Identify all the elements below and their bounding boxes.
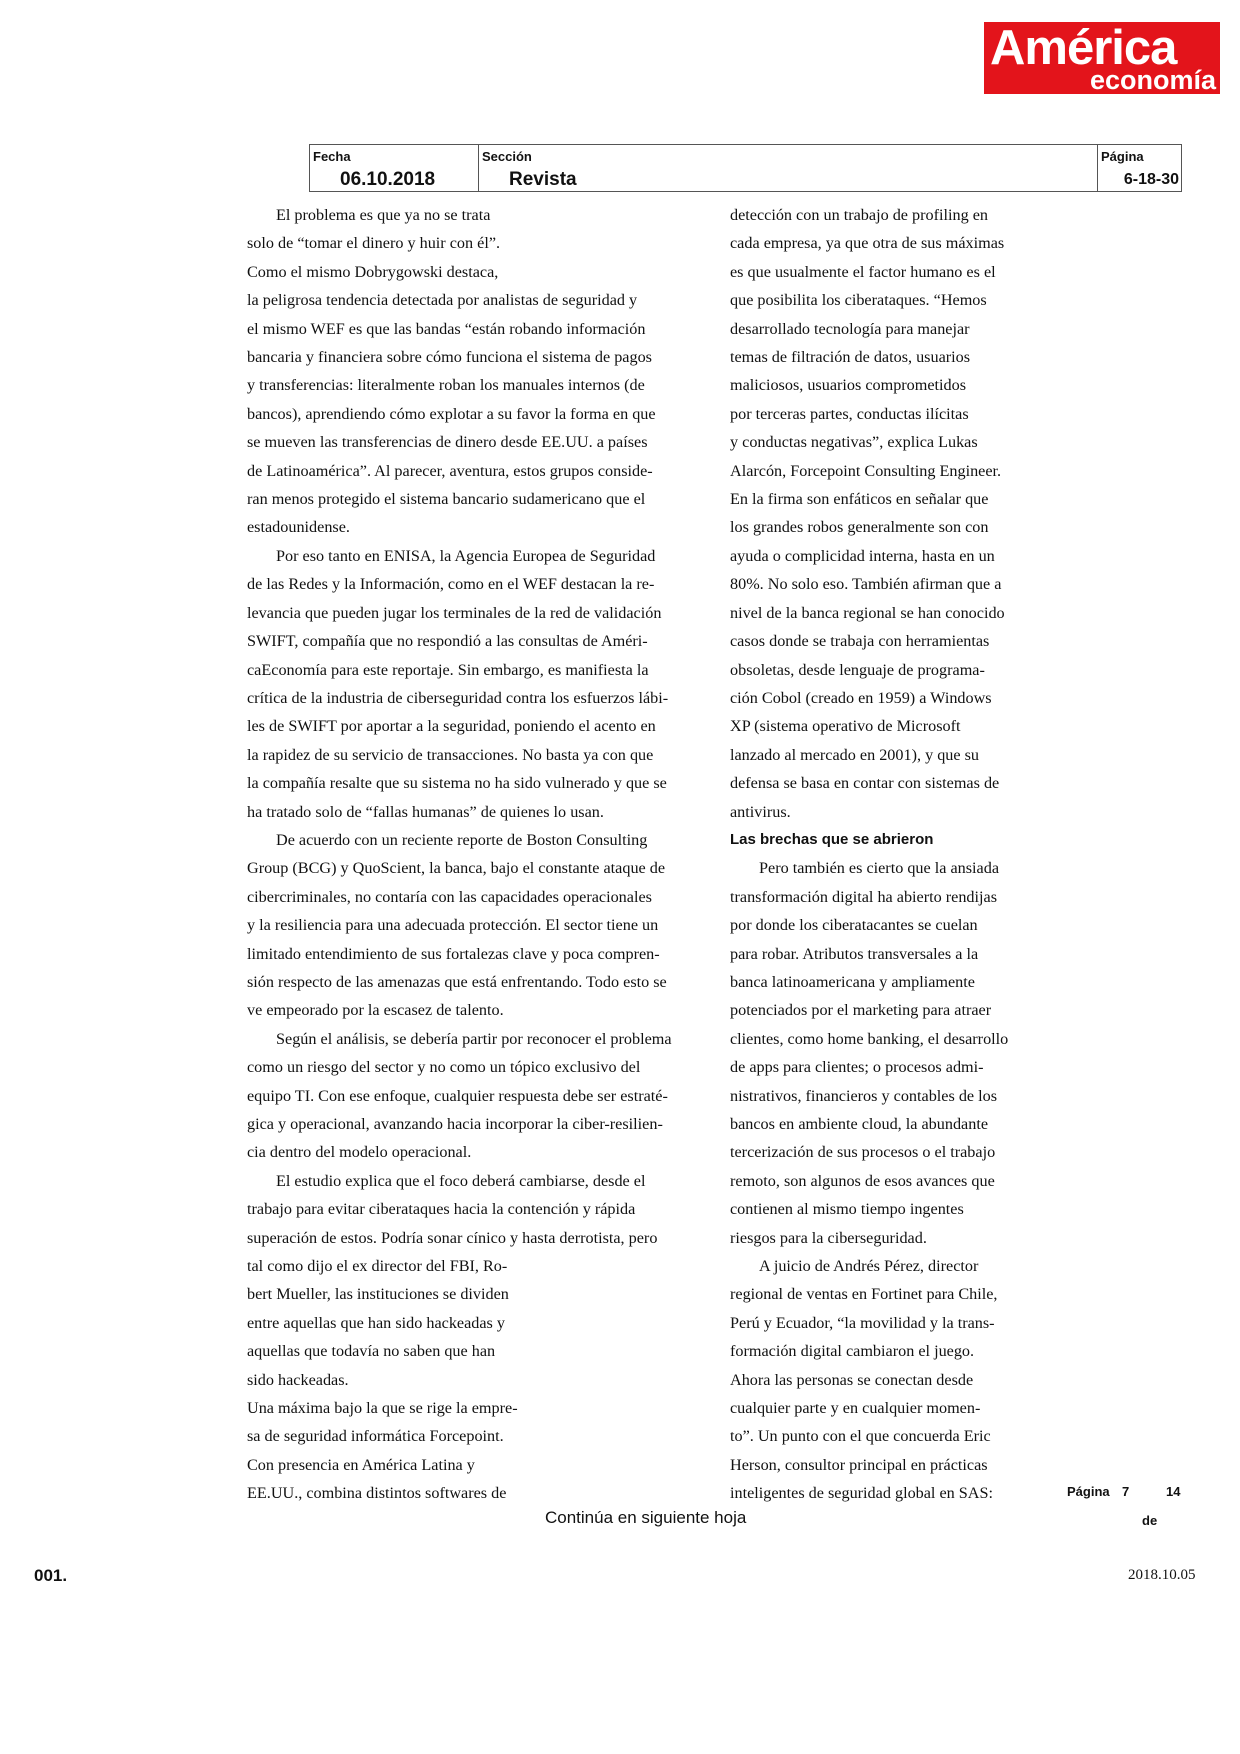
pagina-cell xyxy=(1098,145,1181,191)
text-line: remoto, son algunos de esos avances que xyxy=(730,1171,995,1190)
text-line: maliciosos, usuarios comprometidos xyxy=(730,376,967,395)
text-line: y transferencias: literalmente roban los manuales internos (de xyxy=(247,376,645,395)
text-line: que posibilita los ciberataques. “Hemos xyxy=(730,291,987,310)
text-line: lanzado al mercado en 2001), y que su xyxy=(730,745,980,764)
text-line: EE.UU., combina distintos softwares de xyxy=(247,1484,507,1503)
clipping-header-table xyxy=(309,144,1182,192)
text-line: sido hackeadas. xyxy=(247,1370,349,1389)
text-line: nistrativos, financieros y contables de los xyxy=(730,1086,998,1105)
document-id: 001. xyxy=(34,1566,68,1585)
logo-line-2: economía xyxy=(1089,65,1216,95)
text-line: tal como dijo el ex director del FBI, Ro- xyxy=(247,1257,508,1276)
text-line: obsoletas, desde lenguaje de programa- xyxy=(730,660,985,679)
text-line: limitado entendimiento de sus fortalezas clave y poca compren- xyxy=(247,944,660,963)
text-line: de Latinoamérica”. Al parecer, aventura, estos grupos conside- xyxy=(247,461,653,480)
text-line: inteligentes de seguridad global en SAS: xyxy=(730,1484,993,1503)
fecha-value: 06.10.2018 xyxy=(340,169,436,190)
text-line: bert Mueller, las instituciones se dividen xyxy=(247,1285,509,1304)
seccion-label: Sección xyxy=(482,149,532,164)
text-line: se mueven las transferencias de dinero desde EE.UU. a países xyxy=(247,433,648,452)
text-line: contienen al mismo tiempo ingentes xyxy=(730,1200,964,1219)
text-line: por terceras partes, conductas ilícitas xyxy=(730,404,969,423)
text-line: la compañía resalte que su sistema no ha sido vulnerado y que se xyxy=(247,774,667,793)
text-line: sión respecto de las amenazas que está enfrentando. Todo esto se xyxy=(247,972,667,991)
text-line: ayuda o complicidad interna, hasta en un xyxy=(730,546,995,565)
text-line: Con presencia en América Latina y xyxy=(247,1455,475,1474)
text-line: SWIFT, compañía que no respondió a las consultas de Améri- xyxy=(247,632,648,651)
text-line: cualquier parte y en cualquier momen- xyxy=(730,1399,981,1418)
text-line: entre aquellas que han sido hackeadas y xyxy=(247,1313,505,1332)
text-line: solo de “tomar el dinero y huir con él”. xyxy=(247,234,501,253)
text-line: para robar. Atributos transversales a la xyxy=(730,944,979,963)
fecha-label: Fecha xyxy=(313,149,351,164)
text-line: y conductas negativas”, explica Lukas xyxy=(730,433,978,452)
text-line: equipo TI. Con ese enfoque, cualquier respuesta debe ser estraté- xyxy=(247,1086,668,1105)
article-left-column xyxy=(247,201,717,1508)
text-line: superación de estos. Podría sonar cínico y hasta derrotista, pero xyxy=(247,1228,658,1247)
logo-line-1: América xyxy=(990,21,1177,75)
text-line: XP (sistema operativo de Microsoft xyxy=(730,717,961,736)
text-line: sa de seguridad informática Forcepoint. xyxy=(247,1427,504,1446)
text-line: y la resiliencia para una adecuada protección. El sector tiene un xyxy=(247,916,659,935)
text-line: cibercriminales, no contaría con las capacidades operacionales xyxy=(247,887,652,906)
footer-pagina-num: 7 xyxy=(1122,1484,1130,1499)
text-line: les de SWIFT por aportar a la seguridad, poniendo el acento en xyxy=(247,717,656,736)
text-line: la peligrosa tendencia detectada por analistas de seguridad y xyxy=(247,291,638,310)
text-line: nivel de la banca regional se han conocido xyxy=(730,603,1005,622)
text-line: la rapidez de su servicio de transacciones. No basta ya con que xyxy=(247,745,654,764)
text-line: es que usualmente el factor humano es el xyxy=(730,262,996,281)
footer-pagina-label: Página xyxy=(1067,1484,1110,1499)
america-economia-logo xyxy=(984,22,1220,94)
text-line: tercerización de sus procesos o el trabajo xyxy=(730,1143,996,1162)
text-line: Pero también es cierto que la ansiada xyxy=(759,859,1000,878)
seccion-value: Revista xyxy=(509,169,577,190)
text-line: Group (BCG) y QuoScient, la banca, bajo el constante ataque de xyxy=(247,859,666,878)
text-line: cada empresa, ya que otra de sus máximas xyxy=(730,234,1005,253)
document-date: 2018.10.05 xyxy=(1128,1567,1196,1583)
text-line: el mismo WEF es que las bandas “están robando información xyxy=(247,319,646,338)
text-line: Según el análisis, se debería partir por reconocer el problema xyxy=(276,1029,672,1048)
text-line: casos donde se trabaja con herramientas xyxy=(730,632,990,651)
text-line: Alarcón, Forcepoint Consulting Engineer. xyxy=(730,461,1002,480)
text-line: Ahora las personas se conectan desde xyxy=(730,1370,974,1389)
text-line: detección con un trabajo de profiling en xyxy=(730,206,989,224)
text-line: potenciados por el marketing para atraer xyxy=(730,1001,992,1020)
text-line: crítica de la industria de ciberseguridad contra los esfuerzos lábi- xyxy=(247,688,669,707)
text-line: los grandes robos generalmente son con xyxy=(730,518,989,537)
text-line: De acuerdo con un reciente reporte de Boston Consulting xyxy=(276,830,648,849)
text-line: gica y operacional, avanzando hacia incorporar la ciber-resilien- xyxy=(247,1115,663,1133)
text-line: como un riesgo del sector y no como un tópico exclusivo del xyxy=(247,1058,641,1077)
text-line: Herson, consultor principal en prácticas xyxy=(730,1455,988,1474)
text-line: aquellas que todavía no saben que han xyxy=(247,1342,496,1361)
text-line: caEconomía para este reportaje. Sin embargo, es manifiesta la xyxy=(247,660,649,679)
text-line: ción Cobol (creado en 1959) a Windows xyxy=(730,688,992,707)
text-line: riesgos para la ciberseguridad. xyxy=(730,1228,927,1247)
seccion-cell xyxy=(479,145,1098,191)
text-line: levancia que pueden jugar los terminales de la red de validación xyxy=(247,603,662,622)
article-right-column xyxy=(730,201,1042,1508)
text-line: bancos), aprendiendo cómo explotar a su favor la forma en que xyxy=(247,404,656,423)
text-line: defensa se basa en contar con sistemas de xyxy=(730,774,1000,793)
text-line: bancaria y financiera sobre cómo funciona el sistema de pagos xyxy=(247,348,652,367)
text-line: ve empeorado por la escasez de talento. xyxy=(247,1001,504,1020)
continues-note: Continúa en siguiente hoja xyxy=(545,1508,747,1527)
text-line: de apps para clientes; o procesos admi- xyxy=(730,1058,984,1077)
text-line: banca latinoamericana y ampliamente xyxy=(730,972,975,991)
section-subheading: Las brechas que se abrieron xyxy=(730,830,934,848)
fecha-cell xyxy=(310,145,479,191)
text-line: El problema es que ya no se trata xyxy=(276,206,491,224)
footer-pagina-total: 14 xyxy=(1166,1484,1181,1499)
text-line: to”. Un punto con el que concuerda Eric xyxy=(730,1427,991,1446)
text-line: estadounidense. xyxy=(247,518,350,537)
text-line: formación digital cambiaron el juego. xyxy=(730,1342,975,1361)
text-line: cia dentro del modelo operacional. xyxy=(247,1143,472,1162)
text-line: regional de ventas en Fortinet para Chile, xyxy=(730,1285,998,1304)
text-line: transformación digital ha abierto rendijas xyxy=(730,887,997,906)
pagina-label: Página xyxy=(1101,149,1144,164)
text-line: ran menos protegido el sistema bancario sudamericano que el xyxy=(247,490,646,509)
text-line: temas de filtración de datos, usuarios xyxy=(730,348,971,367)
text-line: bancos en ambiente cloud, la abundante xyxy=(730,1115,989,1133)
text-line: trabajo para evitar ciberataques hacia la contención y rápida xyxy=(247,1200,636,1219)
text-line: 80%. No solo eso. También afirman que a xyxy=(730,575,1002,594)
text-line: por donde los ciberatacantes se cuelan xyxy=(730,916,978,935)
text-line: En la firma son enfáticos en señalar que xyxy=(730,490,989,509)
text-line: Como el mismo Dobrygowski destaca, xyxy=(247,262,499,281)
pagina-value: 6-18-30 xyxy=(1123,171,1179,188)
text-line: Por eso tanto en ENISA, la Agencia Europea de Seguridad xyxy=(276,546,656,565)
text-line: antivirus. xyxy=(730,802,791,821)
text-line: ha tratado solo de “fallas humanas” de quienes lo usan. xyxy=(247,802,604,821)
text-line: desarrollado tecnología para manejar xyxy=(730,319,970,338)
text-line: Perú y Ecuador, “la movilidad y la trans- xyxy=(730,1313,995,1332)
text-line: Una máxima bajo la que se rige la empre- xyxy=(247,1399,518,1418)
text-line: A juicio de Andrés Pérez, director xyxy=(759,1257,979,1276)
text-line: clientes, como home banking, el desarrollo xyxy=(730,1029,1009,1048)
text-line: de las Redes y la Información, como en el WEF destacan la re- xyxy=(247,575,655,594)
text-line: El estudio explica que el foco deberá cambiarse, desde el xyxy=(276,1171,646,1190)
footer-de-label: de xyxy=(1142,1513,1158,1528)
